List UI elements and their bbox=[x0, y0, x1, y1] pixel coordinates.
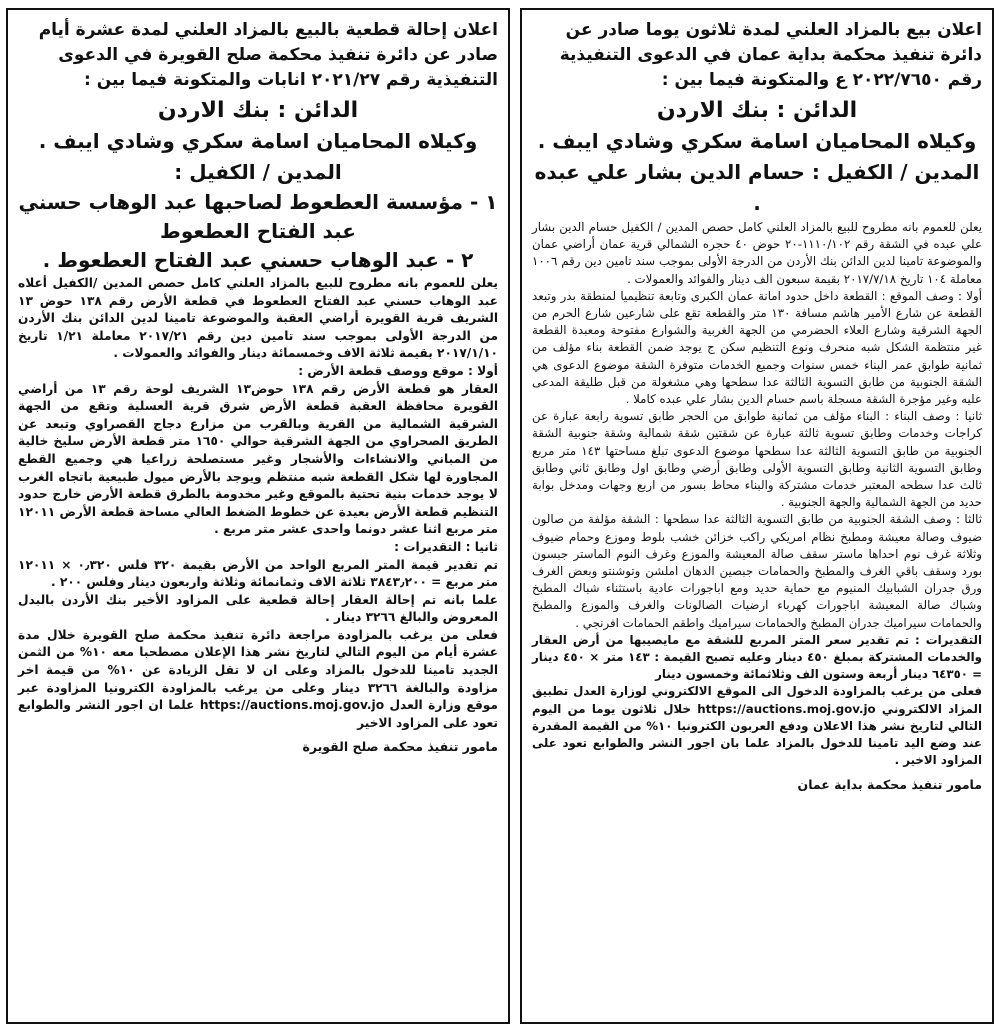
closing-paragraph bbox=[18, 627, 498, 733]
agents-line: وكيلاه المحاميان اسامة سكري وشادي ايبف . bbox=[537, 129, 977, 153]
quweira-auction-notice bbox=[6, 8, 510, 1024]
building-description: ثانيا : وصف البناء : البناء مؤلف من ثمانية طوابق من الحجر طابق تسوية رابعة عبارة عن كراجات وخدمات وطابق تسوية ثالثة عبارة عن شقتين شقة شمالية وشقة جنوبية الشقة الجنوبية من طابق التسوية الثالثة عدا سطحها موضوع الدعوى تبلغ مساحتها ١٤٣ متر مربع وطابق التسوية الثانية وطابق التسوية الأولى وطابق أرضي وطابق اول وطابق ثاني وطابق ثالث عدا سطحه المعتبر خدمات مشتركة والبناء محاط بسور من اربع وجهات ومدخل بوابة حديد من الجهة الشمالية والجهة الجنوبية . bbox=[532, 409, 982, 510]
closing-text-a: فعلى من يرغب بالمزاودة الدخول الى الموقع الالكتروني لوزارة العدل تطبيق المزاد الالكتروني bbox=[532, 684, 983, 716]
intro-paragraph: يعلن للعموم بانه مطروح للبيع بالمزاد العلني كامل حصص المدين / الكفيل حسام الدين بشار علي عبده في الشقة رقم ١١١٠/١٠٢-٢٠ حوض ٤٠ حجره الشمالي قرية عمان أراضي عمان والموضوعة تامينا لدين الدائن بنك الأردن من الدرجة الأولى بموجب سند تامين دين رقم ١٠٠٦ معاملة ١٠٤ تاريخ ٢٠١٧/٧/١٨ بقيمة سبعون الف دينار والفوائد والعمولات . bbox=[532, 220, 982, 286]
debtor-two: ٢ - عبد الوهاب حسني عبد الفتاح العطعوط . bbox=[42, 248, 474, 272]
valuation-paragraph: التقديرات : تم تقدير سعر المتر المربع للشقة مع مايصيبها من أرض العقار والخدمات المشتركة بمبلغ ٤٥٠ دينار وعليه تصبح القيمة : ١٤٣ متر × ٤٥٠ دينار = ٦٤٣٥٠ دينار أربعة وستون الف وثلاثمائة وخمسون دينار bbox=[532, 632, 982, 682]
site-description: أولا : وصف الموقع : القطعة داخل حدود امانة عمان الكبرى وتابعة تنظيميا لمنطقة بدر وتبعد القطعة عن شارع الأمير هاشم مسافة ١٣٠ متر والقطعة تقع على شارعين شارع الحرم من الجهة الشرقية وشارع العلاء الحضرمي من الجهة الغربية والشوارع مفتوحة ومعبدة القطعة غير منتظمة الشكل شبه منحرف ونوع التنظيم سكن ج يوجد ضمن القطعة بناء مؤلف من ثمانية طوابق عمر البناء خمس سنوات وجميع الخدمات متوفرة الشقة موضوع الدعوى هي الشقة الجنوبية من طابق التسوية الثالثة عدا سطحها وهي مشغولة من قبل طليقة المدعى عليه وغير مؤجرة الشقة مسجلة باسم حسام الدين بشار علي عبده كاملا . bbox=[532, 288, 982, 407]
notice-heading: اعلان بيع بالمزاد العلني لمدة ثلاثون يوما صادر عن دائرة تنفيذ محكمة بداية عمان في الدعوى التنفيذية رقم ٢٠٢٢/٧٦٥٠ ع والمتكونة فيما بين : bbox=[559, 20, 982, 90]
intro-paragraph: يعلن للعموم بانه مطروح للبيع بالمزاد العلني كامل حصص المدين /الكفيل أعلاه عبد الوهاب حسني عبد الفتاح العطعوط في قطعة الأرض رقم ١٣٨ حوض ١٣ الشريف قرية القويرة أراضي العقبة والموضوعة تامينا لدين الدائن بنك الأردن من الدرجة الأولى بموجب سند تامين دين رقم ٢٠١٧/٢١ معاملة ١/٢١ تاريخ ٢٠١٧/١/١٠ بقيمة ثلاثة الاف وخمسمائة دينار والفوائد والعمولات . bbox=[18, 276, 498, 361]
closing-text-b: خلال ثلاثون يوما من اليوم التالي لتاريخ نشر هذا الاعلان ودفع العربون الكترونيا ١٠% من القيمة المقدرة عند وضع اليد تامينا للدخول بالمزاد علما بان اجور النشر والطوابع تعود على المزاود الاخير . bbox=[532, 701, 982, 768]
section-one-title: أولا : موقع ووصف قطعة الأرض : bbox=[298, 363, 498, 378]
debtor-one: ١ - مؤسسة العطعوط لصاحبها عبد الوهاب حسني عبد الفتاح العطعوط bbox=[18, 190, 498, 243]
agents-line: وكيلاه المحاميان اسامة سكري وشادي ايبف . bbox=[38, 129, 478, 153]
amman-auction-notice bbox=[520, 8, 994, 1024]
debtor-line: المدين / الكفيل : حسام الدين بشار علي عبده . bbox=[534, 160, 980, 215]
signature: مامور تنفيذ محكمة بداية عمان bbox=[797, 776, 982, 792]
notice-heading: اعلان إحالة قطعية بالبيع بالمزاد العلني لمدة عشرة أيام صادر عن دائرة تنفيذ محكمة صلح القويرة في الدعوى التنفيذية رقم ٢٠٢١/٢٧ انابات والمتكونة فيما بين : bbox=[38, 20, 498, 90]
closing-text-b: علما ان اجور النشر والطوابع تعود على المزاود الاخير bbox=[18, 698, 498, 730]
creditor-line: الدائن : بنك الاردن bbox=[157, 98, 359, 123]
closing-paragraph bbox=[532, 683, 982, 769]
land-description: العقار هو قطعة الأرض رقم ١٣٨ حوض١٣ الشريف لوحة رقم ١٣ من أراضي القويرة محافظة العقبة قطعة الأرض شرق قرية العسلية وتقع من الجهة الشرقية الشمالية من القرية وبالقرب من مزارع دجاج القصراوي وتبعد عن الطريق الصحراوي من الجهة الشرقية حوالي ١٦٥٠ متر قطعة الأرض سليخ خالية من المباني والانشاءات والأشجار وغير مستصلحة زراعيا هي وجميع القطع المجاورة لها شكل القطعة شبه منتظم ويوجد بالأرض ميول طبيعية باتجاه الغرب لا يوجد خدمات بنية تحتية بالموقع وغير مخدومة بالطرق قطعة الأرض خارج حدود التنظيم قطعة الأرض بعيدة عن خطوط الضغط العالي مساحة قطعة الأرض ١٢٠١١ متر مربع اثنا عشر دونما واحدى عشر متر مربع . bbox=[18, 381, 499, 537]
apartment-description: ثالثا : وصف الشقة الجنوبية من طابق التسوية الثالثة عدا سطحها : الشقة مؤلفة من صالون ضيوف وصالة معيشة ومطبخ نظام امريكي راكب خزائن خشب بلوط وموزع وحمام ضيوف وثلاثة غرف نوم احداها ماستر سقف صالة المعيشة والموزع وغرف النوم الماستر جبسون بورد وسقف باقي الغرف والمطبخ والحمامات جبصين الدهان املشن وتوشنتو وبعض الغرف ورق جدران الشبابيك المنيوم مع حماية حديد ومع اباجورات عادية باستثناء شباك المطبخ وشباك صالة المعيشة اباجورات كهرباء ارضيات الصالونات والغرف والموزع والمطبخ والحمامات سيراميك جدران المطبخ والحمامات سيراميك واطقم الحمامات افرنجي . bbox=[532, 512, 982, 630]
closing-text-a: فعلى من يرغب بالمزاودة مراجعة دائرة تنفيذ محكمة صلح القويرة خلال مدة عشرة أيام من اليوم التالي لتاريخ نشر هذا الإعلان مصطحبا معه ١٠% من الثمن الجديد تامينا للدخول بالمزاد وعلى ان لا تقل الزيادة عن ١٠% من قيمة اخر مزاودة والبالغة ٣٢٦٦ دينار وعلى من يرغب بالمزاودة الكترونيا المزاودة عبر موقع وزارة العدل bbox=[18, 627, 499, 713]
valuation-paragraph: تم تقدير قيمة المتر المربع الواحد من الأرض بقيمة ٣٢٠ فلس ٠٫٣٢٠ × ١٢٠١١ متر مربع = ٣٨٤٣٫٢٠٠ ثلاثة الاف وثمانمائة وثلاثة واربعون دينار وفلس ٢٠٠ . bbox=[18, 557, 498, 590]
signature: مامور تنفيذ محكمة صلح القويرة bbox=[302, 739, 498, 755]
auction-url-link[interactable]: https://auctions.moj.gov.jo bbox=[697, 701, 876, 716]
section-two-title: ثانيا : التقديرات : bbox=[394, 539, 498, 554]
auction-url-link[interactable]: https://auctions.moj.gov.jo bbox=[199, 698, 385, 713]
debtor-label: المدين / الكفيل : bbox=[174, 160, 342, 184]
notice-body bbox=[18, 275, 498, 756]
notice-body bbox=[532, 219, 982, 793]
creditor-line: الدائن : بنك الاردن bbox=[656, 98, 858, 123]
award-paragraph: علما بانه تم إحالة العقار إحالة قطعية على المزاود الأخير بنك الأردن بالبدل المعروض والبالغ ٣٢٦٦ دينار . bbox=[18, 592, 498, 625]
